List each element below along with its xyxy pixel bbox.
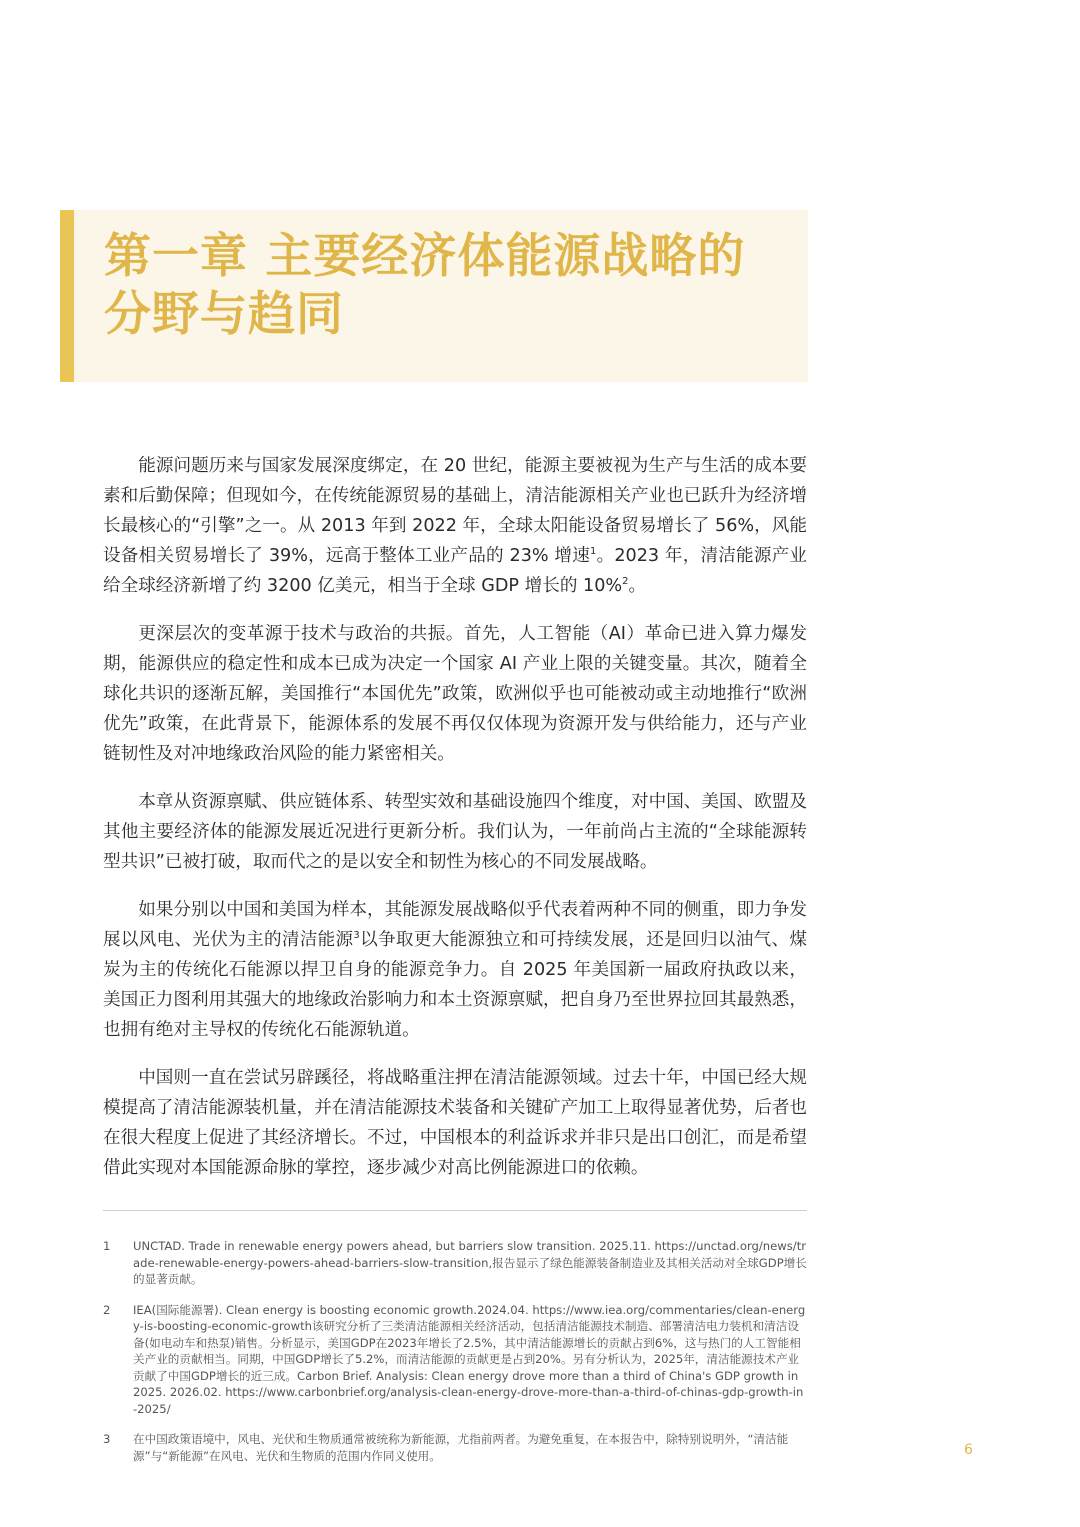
body-paragraph bbox=[103, 1063, 807, 1183]
footnote-text: 在中国政策语境中，风电、光伏和生物质通常被统称为新能源，尤指前两者。为避免重复，在本报告中，除特别说明外，“清洁能源”与“新能源”在风电、光伏和生物质的范围内作同义使用。 bbox=[133, 1432, 789, 1463]
paragraph-text: 如果分别以中国和美国为样本，其能源发展战略似乎代表着两种不同的侧重，即力争发展以风电、光伏为主的清洁能源 bbox=[103, 900, 807, 950]
footnote-text: UNCTAD. Trade in renewable energy powers ahead, but barriers slow transition. 2025.11. https://unctad.org/news/trade-renewable-energy-powers-ahead-barriers-slow-transition,报告显示了绿色能源装备制造业及其相关活动对全球GDP增长的显著贡献。 bbox=[133, 1239, 807, 1286]
footnote-ref: 3 bbox=[353, 930, 360, 942]
body-paragraph bbox=[103, 787, 807, 877]
footnote-number: 2 bbox=[103, 1302, 111, 1317]
chapter-title-line-2: 分野与趋同 bbox=[104, 287, 344, 342]
paragraph-text: 。 bbox=[628, 576, 647, 596]
footnote-divider bbox=[103, 1210, 807, 1211]
chapter-header bbox=[60, 210, 808, 382]
body-text bbox=[103, 451, 807, 1201]
footnotes bbox=[103, 1238, 807, 1478]
chapter-title bbox=[104, 228, 804, 344]
paragraph-text: 中国则一直在尝试另辟蹊径，将战略重注押在清洁能源领域。过去十年，中国已经大规模提高了清洁能源装机量，并在清洁能源技术装备和关键矿产加工上取得显著优势，后者也在很大程度上促进了其经济增长。不过，中国根本的利益诉求并非只是出口创汇，而是希望借此实现对本国能源命脉的掌控，逐步减少对高比例能源进口的依赖。 bbox=[103, 1068, 807, 1178]
footnote-ref: 2 bbox=[622, 576, 629, 588]
body-paragraph bbox=[103, 895, 807, 1045]
footnote-item bbox=[103, 1238, 807, 1288]
page-number: 6 bbox=[964, 1442, 973, 1458]
body-paragraph bbox=[103, 619, 807, 769]
paragraph-text: 以争取更大能源独立和可持续发展，还是回归以油气、煤炭为主的传统化石能源以捍卫自身的能源竞争力。自 2025 年美国新一届政府执政以来，美国正力图利用其强大的地缘政治影响力和本土资源禀赋，把自身乃至世界拉回其最熟悉，也拥有绝对主导权的传统化石能源轨道。 bbox=[103, 930, 807, 1040]
footnote-number: 1 bbox=[103, 1239, 111, 1253]
paragraph-text: 。2023 年，清洁能源产业给全球经济新增了约 3200 亿美元，相当于全球 GDP 增长的 10% bbox=[103, 546, 807, 596]
footnote-text: IEA(国际能源署). Clean energy is boosting economic growth.2024.04. https://www.iea.org/commentaries/clean-energy-is-boosting-economic-growth该研究分析了三类清洁能源相关经济活动，包括清洁能源技术制造、部署清洁电力装机和清洁设备(如电动车和热泵)销售。分析显示，美国GDP在2023年增长了2.5%，其中清洁能源增长的贡献占到6%，这与热门的人工智能相关产业的贡献相当。同期，中国GDP增长了5.2%，而清洁能源的贡献更是占到20%。另有分析认为，2025年，清洁能源技术产业贡献了中国GDP增长的近三成。Carbon Brief. Analysis: Clean energy drove more than a third of China's GDP growth in 2025. 2026.02. https://www.carbonbrief.org/analysis-clean-energy-drove-more-than-a-third-of-chinas-gdp-growth-in-2025/ bbox=[133, 1302, 806, 1416]
body-paragraph bbox=[103, 451, 807, 601]
paragraph-text: 能源问题历来与国家发展深度绑定，在 20 世纪，能源主要被视为生产与生活的成本要素和后勤保障；但现如今，在传统能源贸易的基础上，清洁能源相关产业也已跃升为经济增长最核心的“引擎”之一。从 2013 年到 2022 年，全球太阳能设备贸易增长了 56%，风能设备相关贸易增长了 39%，远高于整体工业产品的 23% 增速 bbox=[103, 456, 807, 566]
paragraph-text: 更深层次的变革源于技术与政治的共振。首先，人工智能（AI）革命已进入算力爆发期，能源供应的稳定性和成本已成为决定一个国家 AI 产业上限的关键变量。其次，随着全球化共识的逐渐瓦解，美国推行“本国优先”政策，欧洲似乎也可能被动或主动地推行“欧洲优先”政策，在此背景下，能源体系的发展不再仅仅体现为资源开发与供给能力，还与产业链韧性及对冲地缘政治风险的能力紧密相关。 bbox=[103, 624, 807, 764]
footnote-item bbox=[103, 1431, 807, 1464]
footnote-number: 3 bbox=[103, 1432, 111, 1446]
chapter-accent-bar bbox=[60, 210, 74, 382]
chapter-title-line-1: 第一章 主要经济体能源战略的 bbox=[104, 229, 746, 284]
paragraph-text: 本章从资源禀赋、供应链体系、转型实效和基础设施四个维度，对中国、美国、欧盟及其他主要经济体的能源发展近况进行更新分析。我们认为，一年前尚占主流的“全球能源转型共识”已被打破，取而代之的是以安全和韧性为核心的不同发展战略。 bbox=[103, 792, 807, 872]
footnote-item bbox=[103, 1302, 807, 1418]
footnote-ref: 1 bbox=[590, 546, 597, 558]
